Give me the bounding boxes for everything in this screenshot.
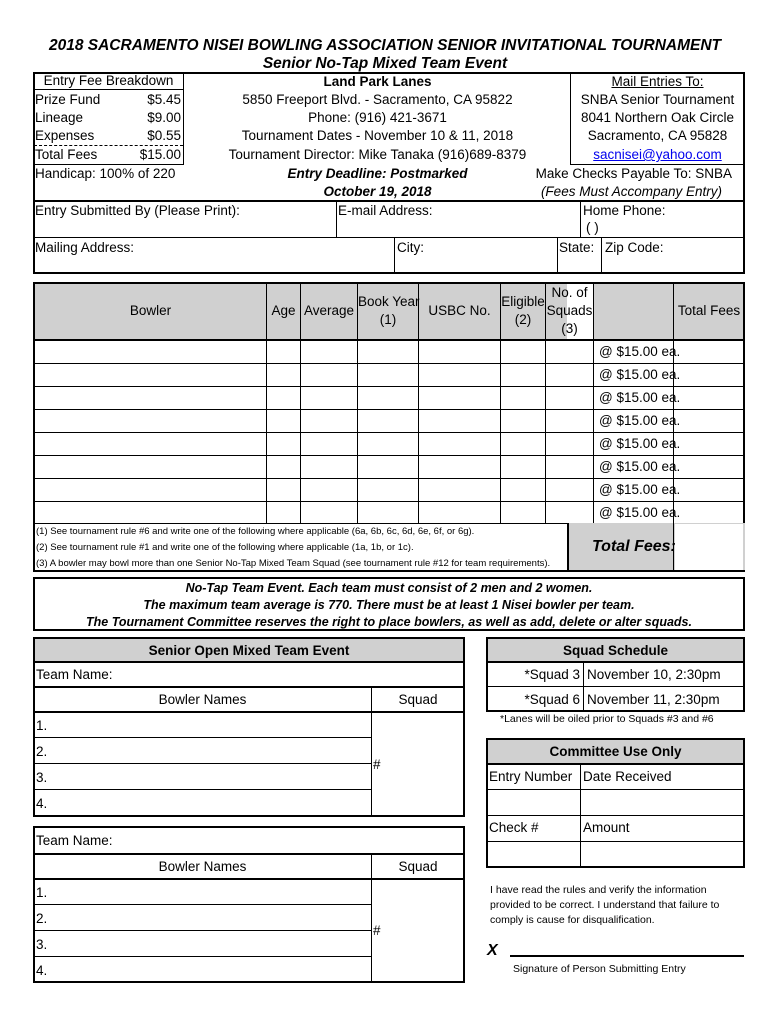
- squad-6-date: November 11, 2:30pm: [587, 692, 720, 707]
- entry-number-label: Entry Number: [489, 769, 573, 784]
- team-name-field-2[interactable]: [110, 829, 460, 851]
- signature-label: Signature of Person Submitting Entry: [513, 963, 686, 975]
- fee-per-bowler: @ $15.00 ea.: [599, 436, 681, 451]
- signature-line[interactable]: [510, 955, 744, 957]
- venue-phone: Phone: (916) 421-3671: [308, 110, 447, 125]
- rule-line-1: No-Tap Team Event. Each team must consist of 2 men and 2 women.: [185, 581, 593, 595]
- bowler-2-3[interactable]: 3.: [36, 937, 48, 952]
- col-book-year-note: (1): [379, 312, 397, 327]
- bowler-2-4[interactable]: 4.: [36, 963, 48, 978]
- total-fees-field[interactable]: [675, 524, 743, 570]
- bowler-1-1[interactable]: 1.: [36, 718, 48, 733]
- fee-per-bowler: @ $15.00 ea.: [599, 413, 681, 428]
- team-name-label-1: Team Name:: [36, 667, 113, 682]
- mail-email-link[interactable]: sacnisei@yahoo.com: [593, 147, 722, 162]
- fee-label-prize: Prize Fund: [35, 92, 101, 107]
- amount-label: Amount: [583, 820, 630, 835]
- team-event-title: Senior Open Mixed Team Event: [148, 643, 350, 658]
- date-received-label: Date Received: [583, 769, 672, 784]
- fee-per-bowler: @ $15.00 ea.: [599, 367, 681, 382]
- col-eligible: Eligible: [501, 294, 545, 309]
- fee-breakdown-title: Entry Fee Breakdown: [43, 73, 174, 88]
- fee-per-bowler: @ $15.00 ea.: [599, 459, 681, 474]
- venue-address: 5850 Freeport Blvd. - Sacramento, CA 95822: [242, 92, 513, 107]
- team-name-label-2: Team Name:: [36, 833, 113, 848]
- entry-deadline: Entry Deadline: Postmarked: [287, 166, 468, 181]
- col-squads-3: (3): [561, 321, 578, 336]
- check-label: Check #: [489, 820, 539, 835]
- fees-note: (Fees Must Accompany Entry): [540, 184, 722, 199]
- state-label: State:: [559, 240, 595, 255]
- mailing-address-field[interactable]: [35, 256, 390, 273]
- home-phone-field[interactable]: ( ): [586, 220, 599, 235]
- zip-label: Zip Code:: [605, 240, 664, 255]
- col-eligible-note: (2): [514, 312, 532, 327]
- bowler-names-header-2: Bowler Names: [158, 859, 247, 874]
- payable-to: Make Checks Payable To: SNBA: [535, 166, 732, 181]
- note-2: (2) See tournament rule #1 and write one of the following where applicable (1a, 1b, or 1c).: [36, 542, 414, 553]
- bowler-1-4[interactable]: 4.: [36, 796, 48, 811]
- squad-schedule-title: Squad Schedule: [562, 643, 669, 658]
- committee-title: Committee Use Only: [549, 744, 682, 759]
- mailing-address-label: Mailing Address:: [35, 240, 135, 255]
- mail-title: Mail Entries To:: [611, 74, 704, 89]
- fee-amount-total: $15.00: [139, 147, 181, 162]
- mail-line1: SNBA Senior Tournament: [580, 92, 735, 107]
- city-field[interactable]: [397, 256, 555, 273]
- handicap-text: Handicap: 100% of 220: [35, 166, 176, 181]
- col-total-fees: Total Fees: [677, 303, 741, 318]
- email-field[interactable]: [338, 218, 578, 236]
- tournament-dates: Tournament Dates - November 10 & 11, 2018: [241, 128, 514, 143]
- zip-field[interactable]: [605, 256, 743, 273]
- rule-line-2: The maximum team average is 770. There must be at least 1 Nisei bowler per team.: [143, 598, 635, 612]
- home-phone-label: Home Phone:: [583, 203, 666, 218]
- signature-x: X: [487, 942, 498, 959]
- fee-label-total: Total Fees: [35, 147, 98, 162]
- squad-hash-1[interactable]: #: [373, 757, 381, 772]
- entry-deadline-date: October 19, 2018: [323, 184, 432, 199]
- note-3: (3) A bowler may bowl more than one Senior No-Tap Mixed Team Squad (see tournament rule #12 for team requirements).: [36, 558, 551, 569]
- col-usbc: USBC No.: [428, 303, 491, 318]
- bowler-2-1[interactable]: 1.: [36, 885, 48, 900]
- email-label: E-mail Address:: [338, 203, 433, 218]
- certification-text: I have read the rules and verify the information provided to be correct. I understand that failure to comply is cause for disqualification.: [490, 884, 720, 926]
- team-name-field-1[interactable]: [110, 664, 460, 686]
- submitted-by-field[interactable]: [35, 218, 333, 236]
- bowler-2-2[interactable]: 2.: [36, 911, 48, 926]
- squad-3-date: November 10, 2:30pm: [587, 667, 721, 682]
- bowler-1-2[interactable]: 2.: [36, 744, 48, 759]
- squad-6-label: *Squad 6: [524, 692, 580, 707]
- fee-amount-prize: $5.45: [147, 92, 181, 107]
- submitted-by-label: Entry Submitted By (Please Print):: [35, 203, 240, 218]
- rule-line-3: The Tournament Committee reserves the right to place bowlers, as well as add, delete or alter squads.: [86, 615, 692, 629]
- squad-3-label: *Squad 3: [524, 667, 580, 682]
- total-fees-label: Total Fees:: [592, 538, 676, 555]
- col-squads-2: Squads: [546, 303, 593, 318]
- col-age: Age: [271, 303, 296, 318]
- fee-amount-lineage: $9.00: [147, 110, 181, 125]
- mail-line3: Sacramento, CA 95828: [587, 128, 728, 143]
- col-squads-1: No. of: [551, 285, 588, 300]
- col-average: Average: [303, 303, 355, 318]
- note-1: (1) See tournament rule #6 and write one of the following where applicable (6a, 6b, 6c, 6d, 6e, 6f, or 6g).: [36, 526, 475, 537]
- bowler-1-3[interactable]: 3.: [36, 770, 48, 785]
- fee-per-bowler: @ $15.00 ea.: [599, 390, 681, 405]
- city-label: City:: [397, 240, 424, 255]
- fee-per-bowler: @ $15.00 ea.: [599, 505, 681, 520]
- fee-per-bowler: @ $15.00 ea.: [599, 482, 681, 497]
- fee-per-bowler: @ $15.00 ea.: [599, 344, 681, 359]
- squad-hash-2[interactable]: #: [373, 923, 381, 938]
- page-subtitle: Senior No-Tap Mixed Team Event: [262, 55, 508, 72]
- oil-note: *Lanes will be oiled prior to Squads #3 and #6: [500, 713, 714, 725]
- page-title: 2018 SACRAMENTO NISEI BOWLING ASSOCIATION SENIOR INVITATIONAL TOURNAMENT: [48, 37, 721, 54]
- squad-header-1: Squad: [398, 692, 438, 707]
- squad-header-2: Squad: [398, 859, 438, 874]
- bowler-names-header-1: Bowler Names: [158, 692, 247, 707]
- fee-label-expenses: Expenses: [35, 128, 95, 143]
- venue-name: Land Park Lanes: [323, 74, 432, 89]
- fee-amount-expenses: $0.55: [147, 128, 181, 143]
- fee-label-lineage: Lineage: [35, 110, 84, 125]
- mail-line2: 8041 Northern Oak Circle: [580, 110, 735, 125]
- col-book-year: Book Year: [358, 294, 420, 309]
- col-bowler: Bowler: [129, 303, 172, 318]
- tournament-director: Tournament Director: Mike Tanaka (916)689-8379: [228, 147, 527, 162]
